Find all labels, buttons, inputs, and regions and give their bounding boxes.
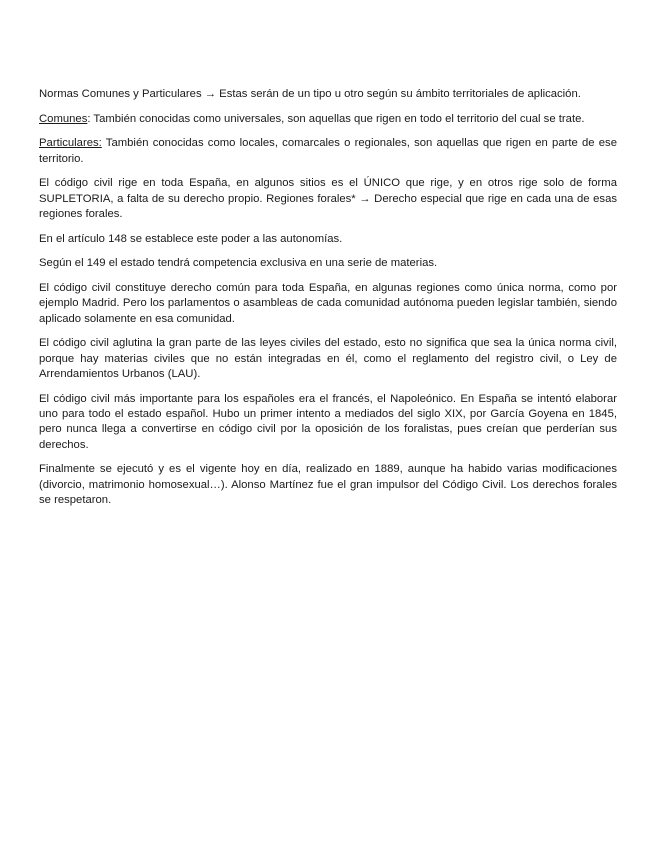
paragraph-aglutina bbox=[39, 336, 617, 382]
paragraph-text: El código civil constituye derecho común para toda España, en algunas regiones como única norma, como por ejemplo Madrid. Pero los parlamentos o asambleas de cada comunidad autónoma pueden legislar también, siendo aplicado solamente en esa comunidad. bbox=[39, 281, 617, 325]
paragraph-text: También conocidas como locales, comarcales o regionales, son aquellas que rigen en parte de ese territorio. bbox=[39, 137, 617, 165]
term-particulares: Particulares: bbox=[39, 137, 102, 150]
paragraph-text: El código civil aglutina la gran parte de las leyes civiles del estado, esto no significa que sea la única norma civil, porque hay materias civiles que no están integradas en él, como el reglamento del registro civil, o Ley de Arrendamientos Urbanos (LAU). bbox=[39, 337, 617, 380]
paragraph-text: En el artículo 148 se establece este poder a las autonomías. bbox=[39, 232, 343, 245]
paragraph-derecho-comun bbox=[39, 281, 617, 327]
paragraph-text: El código civil rige en toda España, en algunos sitios es el ÚNICO que rige, y en otros rige solo de forma SUPLETORIA, a falta de su derecho propio. Regiones forales* → Derecho especial que rige en cada una de esas regiones forales. bbox=[39, 177, 617, 220]
paragraph-articulo-149 bbox=[39, 256, 617, 271]
paragraph-text: Según el 149 el estado tendrá competencia exclusiva en una serie de materias. bbox=[39, 257, 438, 270]
paragraph-comunes bbox=[39, 112, 617, 127]
paragraph-text: Finalmente se ejecutó y es el vigente hoy en día, realizado en 1889, aunque ha habido varias modificaciones (divorcio, matrimonio homosexual…). Alonso Martínez fue el gran impulsor del Código Civil. Los derechos forales se respetaron. bbox=[39, 463, 617, 507]
paragraph-codigo-civil bbox=[39, 176, 617, 222]
paragraph-text: Normas Comunes y Particulares → Estas serán de un tipo u otro según su ámbito territoriales de aplicación. bbox=[39, 88, 581, 100]
paragraph-particulares bbox=[39, 136, 617, 167]
paragraph-text: : También conocidas como universales, son aquellas que rigen en todo el territorio del cual se trate. bbox=[87, 112, 585, 125]
paragraph-normas bbox=[39, 87, 617, 102]
paragraph-vigente bbox=[39, 462, 617, 508]
document-body bbox=[39, 87, 617, 518]
paragraph-napoleonico bbox=[39, 392, 617, 454]
term-comunes: Comunes bbox=[39, 112, 88, 125]
paragraph-text: El código civil más importante para los españoles era el francés, el Napoleónico. En España se intentó elaborar uno para todo el estado español. Hubo un primer intento a mediados del siglo XIX, por García Goyena en 1845, pero nunca llega a convertirse en código civil por la oposición de los foralistas, pues creían que perderían sus derechos. bbox=[39, 392, 617, 451]
paragraph-articulo-148 bbox=[39, 232, 617, 247]
